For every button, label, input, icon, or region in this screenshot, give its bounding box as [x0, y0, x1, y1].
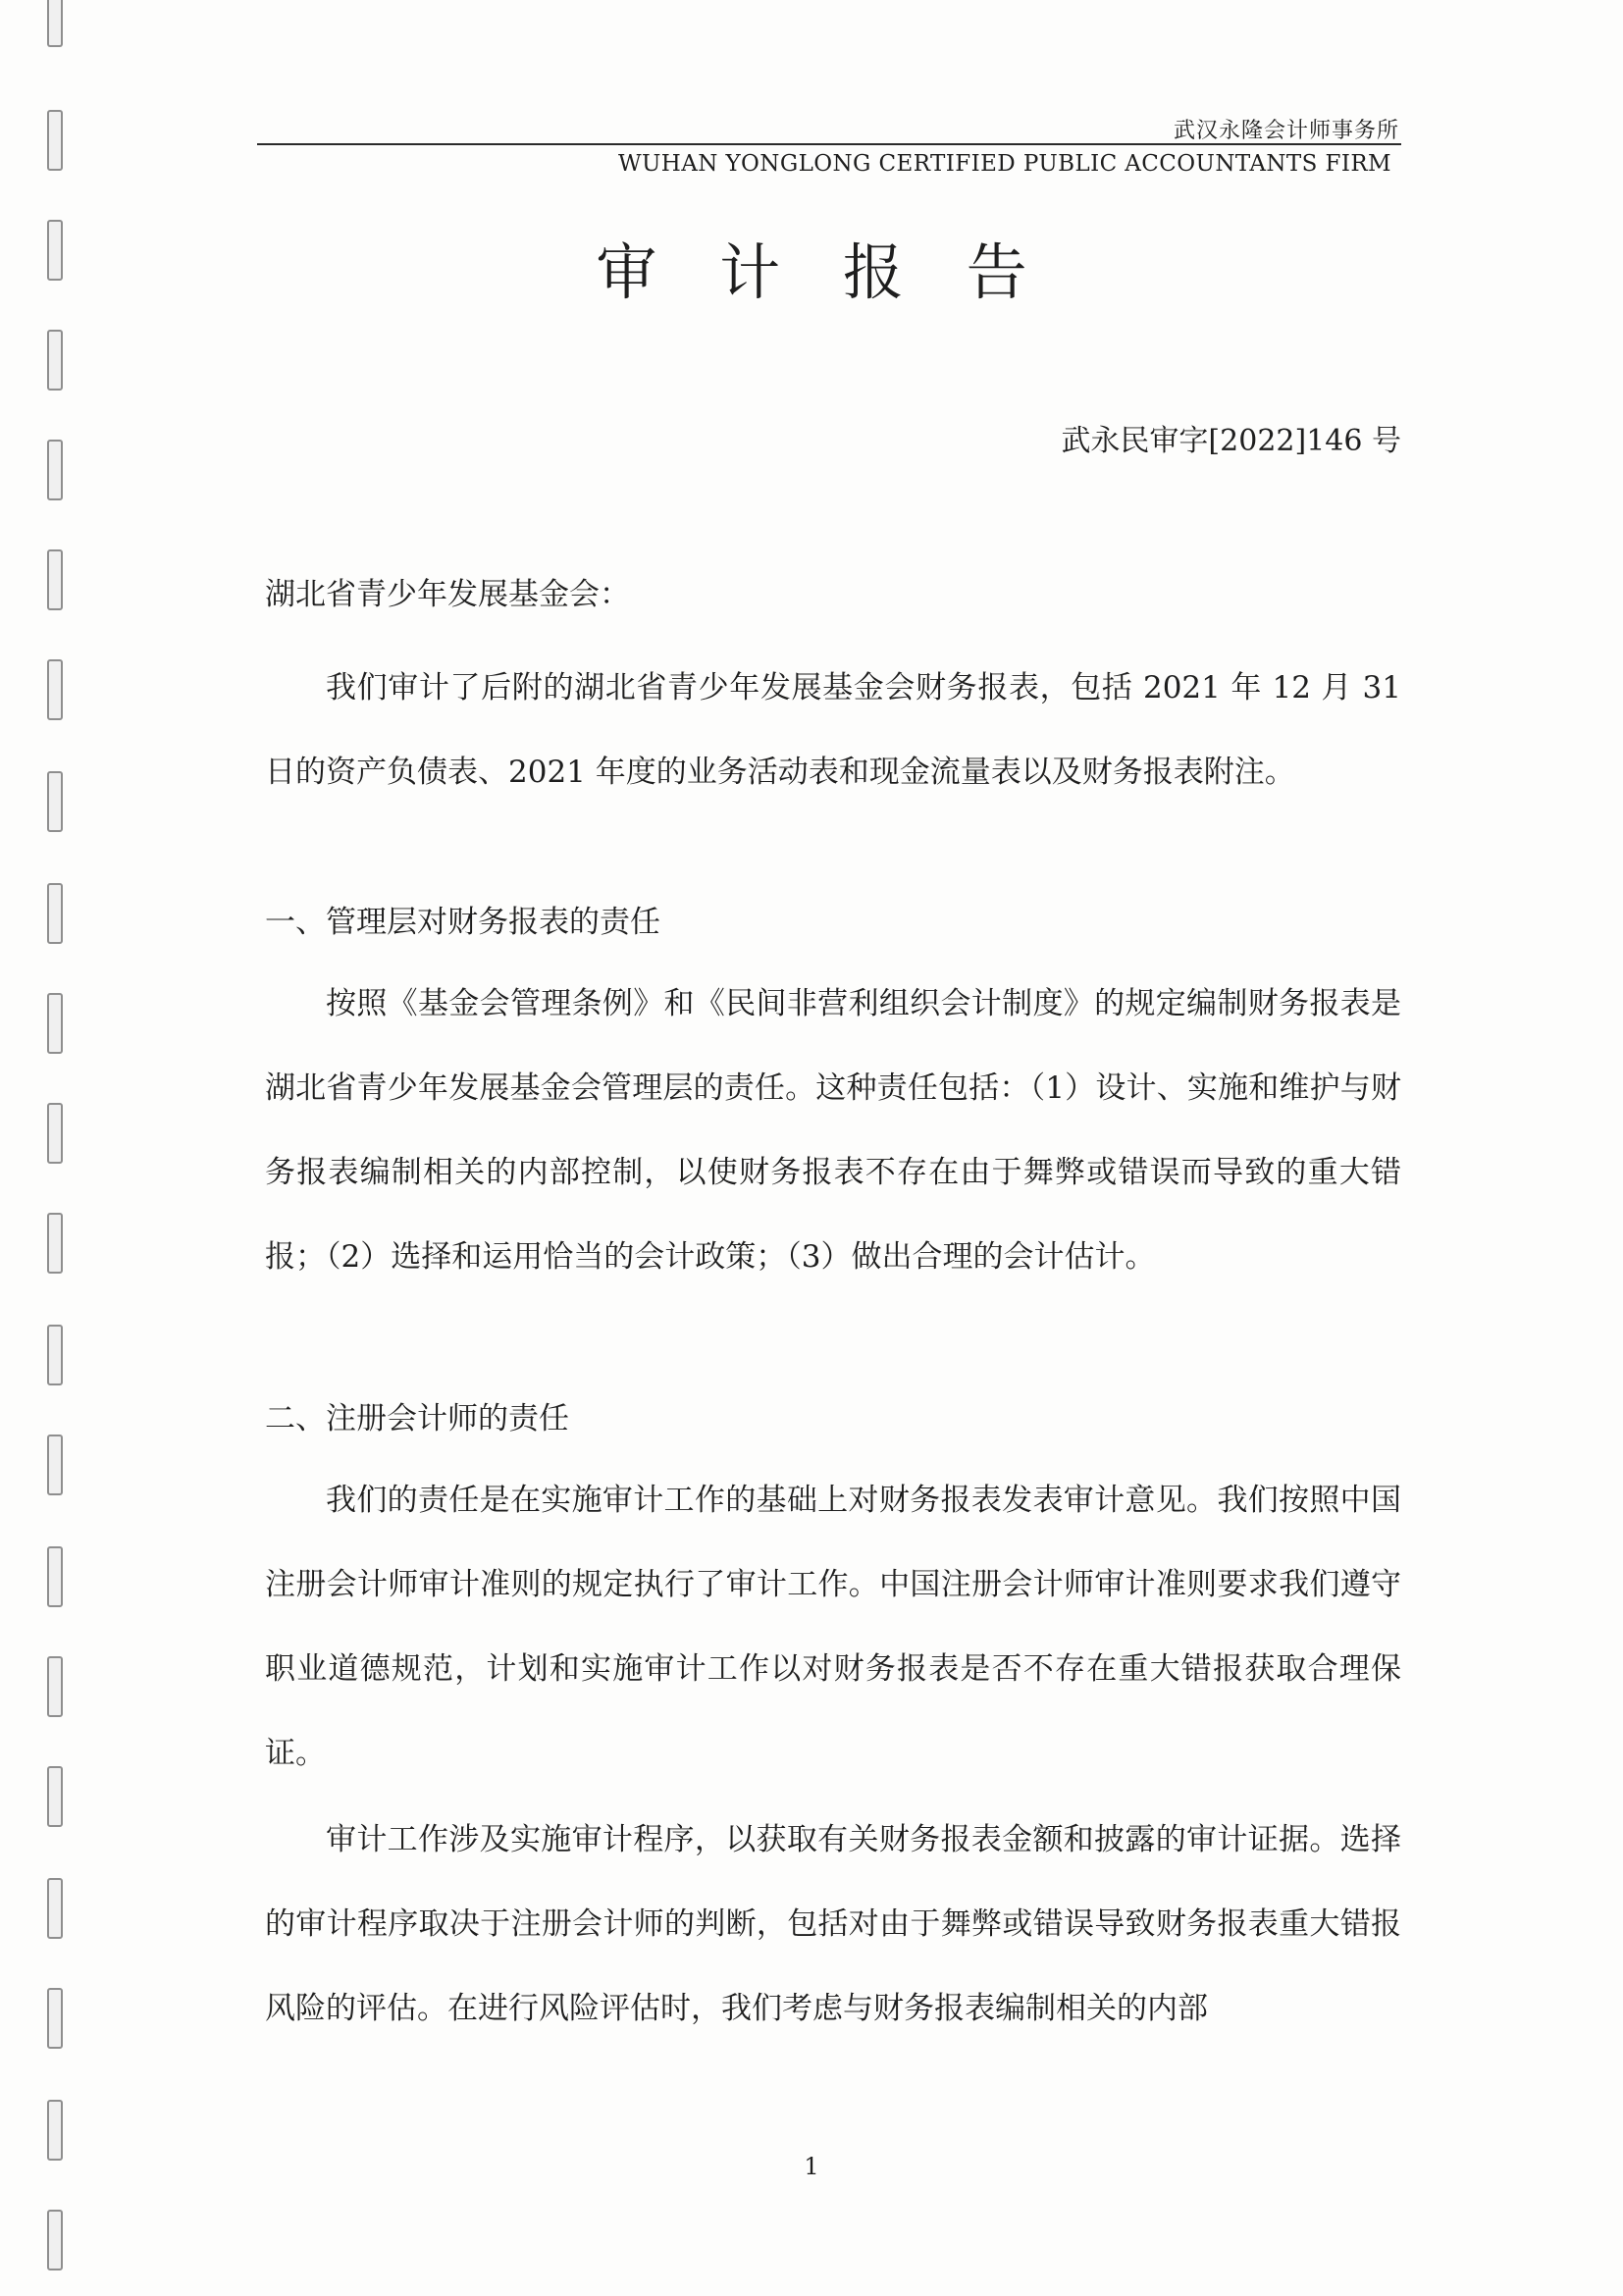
section-2-paragraph-2-block — [265, 1798, 1401, 2051]
binding-hole — [47, 440, 63, 500]
firm-name-cn: 武汉永隆会计师事务所 — [1173, 119, 1399, 143]
binding-hole — [47, 549, 63, 610]
section-2-paragraph-1: 我们的责任是在实施审计工作的基础上对财务报表发表审计意见。我们按照中国注册会计师审计准则的规定执行了审计工作。中国注册会计师审计准则要求我们遵守职业道德规范，计划和实施审计工作以对财务报表是否不存在重大错报获取合理保证。 — [265, 1483, 1401, 1771]
intro-paragraph: 我们审计了后附的湖北省青少年发展基金会财务报表，包括 2021 年 12 月 31 日的资产负债表、2021 年度的业务活动表和现金流量表以及财务报表附注。 — [265, 670, 1401, 790]
firm-name-en: WUHAN YONGLONG CERTIFIED PUBLIC ACCOUNTANTS FIRM — [617, 151, 1391, 177]
section-1-paragraph: 按照《基金会管理条例》和《民间非营利组织会计制度》的规定编制财务报表是湖北省青少年发展基金会管理层的责任。这种责任包括：（1）设计、实施和维护与财务报表编制相关的内部控制，以使财务报表不存在由于舞弊或错误而导致的重大错报；（2）选择和运用恰当的会计政策；（3）做出合理的会计估计。 — [265, 986, 1401, 1275]
binding-hole — [47, 1766, 63, 1827]
section-2-heading: 二、注册会计师的责任 — [265, 1401, 569, 1436]
section-2-paragraph-2: 审计工作涉及实施审计程序，以获取有关财务报表金额和披露的审计证据。选择的审计程序取决于注册会计师的判断，包括对由于舞弊或错误导致财务报表重大错报风险的评估。在进行风险评估时，我们考虑与财务报表编制相关的内部 — [265, 1822, 1401, 2026]
section-1-paragraph-block — [265, 962, 1401, 1299]
section-1-heading: 一、管理层对财务报表的责任 — [265, 905, 660, 940]
title-char: 审 — [596, 236, 657, 308]
binding-hole — [47, 2100, 63, 2161]
title-char: 报 — [842, 236, 904, 308]
binding-hole — [47, 883, 63, 944]
report-title — [0, 224, 1623, 311]
page-number: 1 — [804, 2153, 819, 2180]
binding-hole — [47, 1213, 63, 1274]
binding-hole — [47, 1325, 63, 1385]
intro-paragraph-block — [265, 646, 1401, 814]
binding-hole — [47, 2210, 63, 2270]
section-2-paragraph-1-block — [265, 1458, 1401, 1796]
header-rule — [257, 143, 1401, 145]
title-char: 计 — [719, 236, 781, 308]
title-char: 告 — [966, 236, 1027, 308]
binding-hole — [47, 771, 63, 832]
binding-holes — [39, 0, 69, 2296]
section-2-heading-block — [265, 1393, 1401, 1437]
binding-hole — [47, 1546, 63, 1607]
binding-hole — [47, 330, 63, 391]
binding-hole — [47, 1656, 63, 1717]
addressee: 湖北省青少年发展基金会： — [265, 577, 630, 612]
document-number: 武永民审字[2022]146 号 — [1061, 424, 1401, 458]
binding-hole — [47, 110, 63, 171]
binding-hole — [47, 1435, 63, 1495]
binding-hole — [47, 1878, 63, 1939]
binding-hole — [47, 1988, 63, 2049]
binding-hole — [47, 659, 63, 720]
binding-hole — [47, 993, 63, 1054]
binding-hole — [47, 0, 63, 47]
section-1-heading-block — [265, 897, 1401, 941]
binding-hole — [47, 1103, 63, 1164]
